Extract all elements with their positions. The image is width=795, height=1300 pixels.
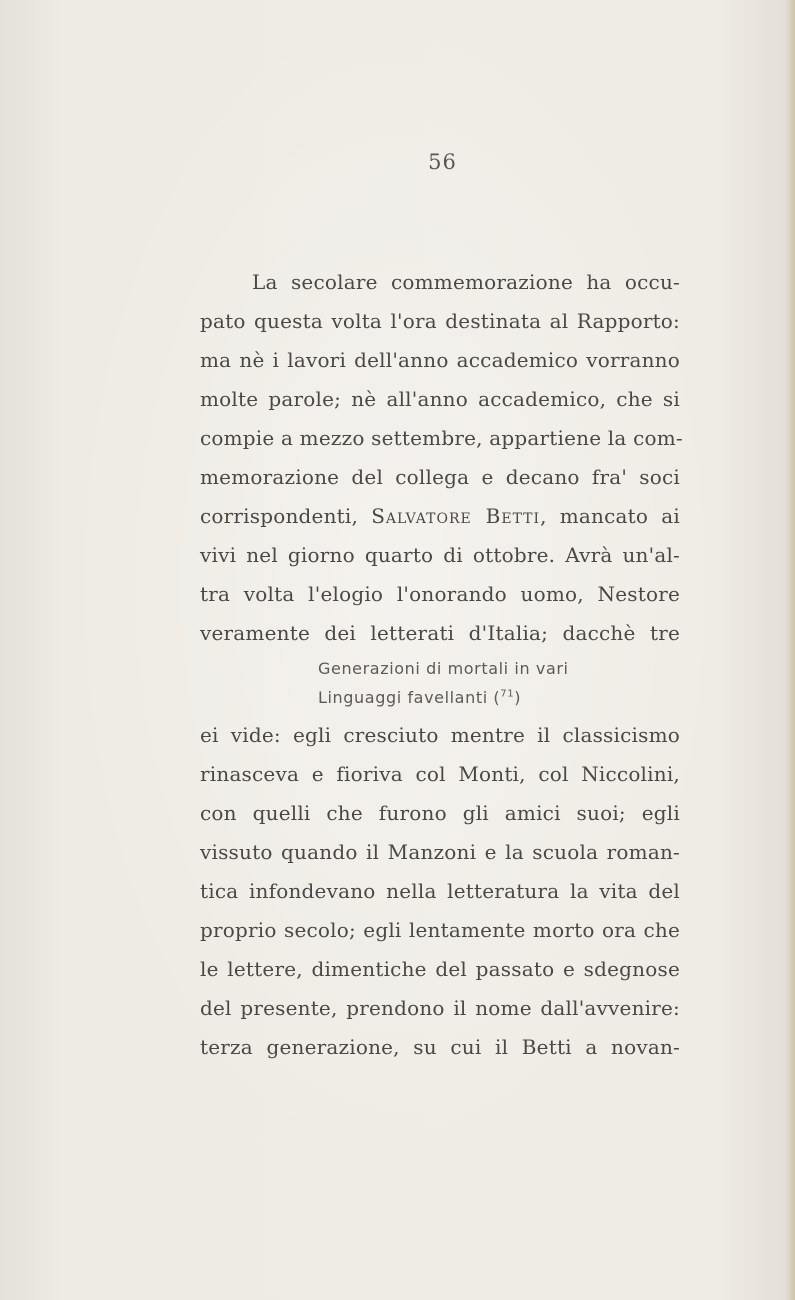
verse-line (200, 683, 680, 712)
text-line: con quelli che furono gli amici suoi; egli (200, 801, 680, 825)
page-edge (785, 0, 795, 1300)
text-line: proprio secolo; egli lentamente morto ora che (200, 918, 680, 942)
text-line: memorazione del collega e decano fra' soci (200, 465, 680, 489)
text-line: compie a mezzo settembre, appartiene la com- (200, 426, 683, 450)
text-line: ma nè i lavori dell'anno accademico vorranno (200, 348, 680, 372)
page-number: 56 (428, 150, 457, 174)
text-fragment: , mancato ai (540, 504, 680, 528)
text-line: ei vide: egli cresciuto mentre il classicismo (200, 723, 680, 747)
text-line: tra volta l'elogio l'onorando uomo, Nestore (200, 582, 680, 606)
verse-line: Generazioni di mortali in vari (318, 659, 569, 678)
verse-text: Linguaggi favellanti ( (318, 688, 501, 707)
text-line: del presente, prendono il nome dall'avvenire: (200, 996, 680, 1020)
text-line: tica infondevano nella letteratura la vita del (200, 879, 680, 903)
text-line: La secolare commemorazione ha occu- (252, 270, 680, 294)
body-text (200, 263, 683, 1067)
text-line (200, 497, 680, 536)
person-name: Salvatore Betti (371, 504, 541, 528)
verse-text: ) (514, 688, 522, 707)
text-line: le lettere, dimentiche del passato e sdegnose (200, 957, 680, 981)
text-line: pato questa volta l'ora destinata al Rapporto: (200, 309, 680, 333)
footnote-reference: 71 (500, 688, 515, 700)
text-fragment: corrispondenti, (200, 504, 372, 528)
text-line: terza generazione, su cui il Betti a novan- (200, 1035, 680, 1059)
text-line: molte parole; nè all'anno accademico, che si (200, 387, 680, 411)
text-line: vissuto quando il Manzoni e la scuola roman- (200, 840, 680, 864)
verse-quotation (200, 653, 680, 716)
text-line: vivi nel giorno quarto di ottobre. Avrà un'al- (200, 543, 680, 567)
text-line: veramente dei letterati d'Italia; dacchè tre (200, 621, 680, 645)
text-line: rinasceva e fioriva col Monti, col Niccolini, (200, 762, 680, 786)
